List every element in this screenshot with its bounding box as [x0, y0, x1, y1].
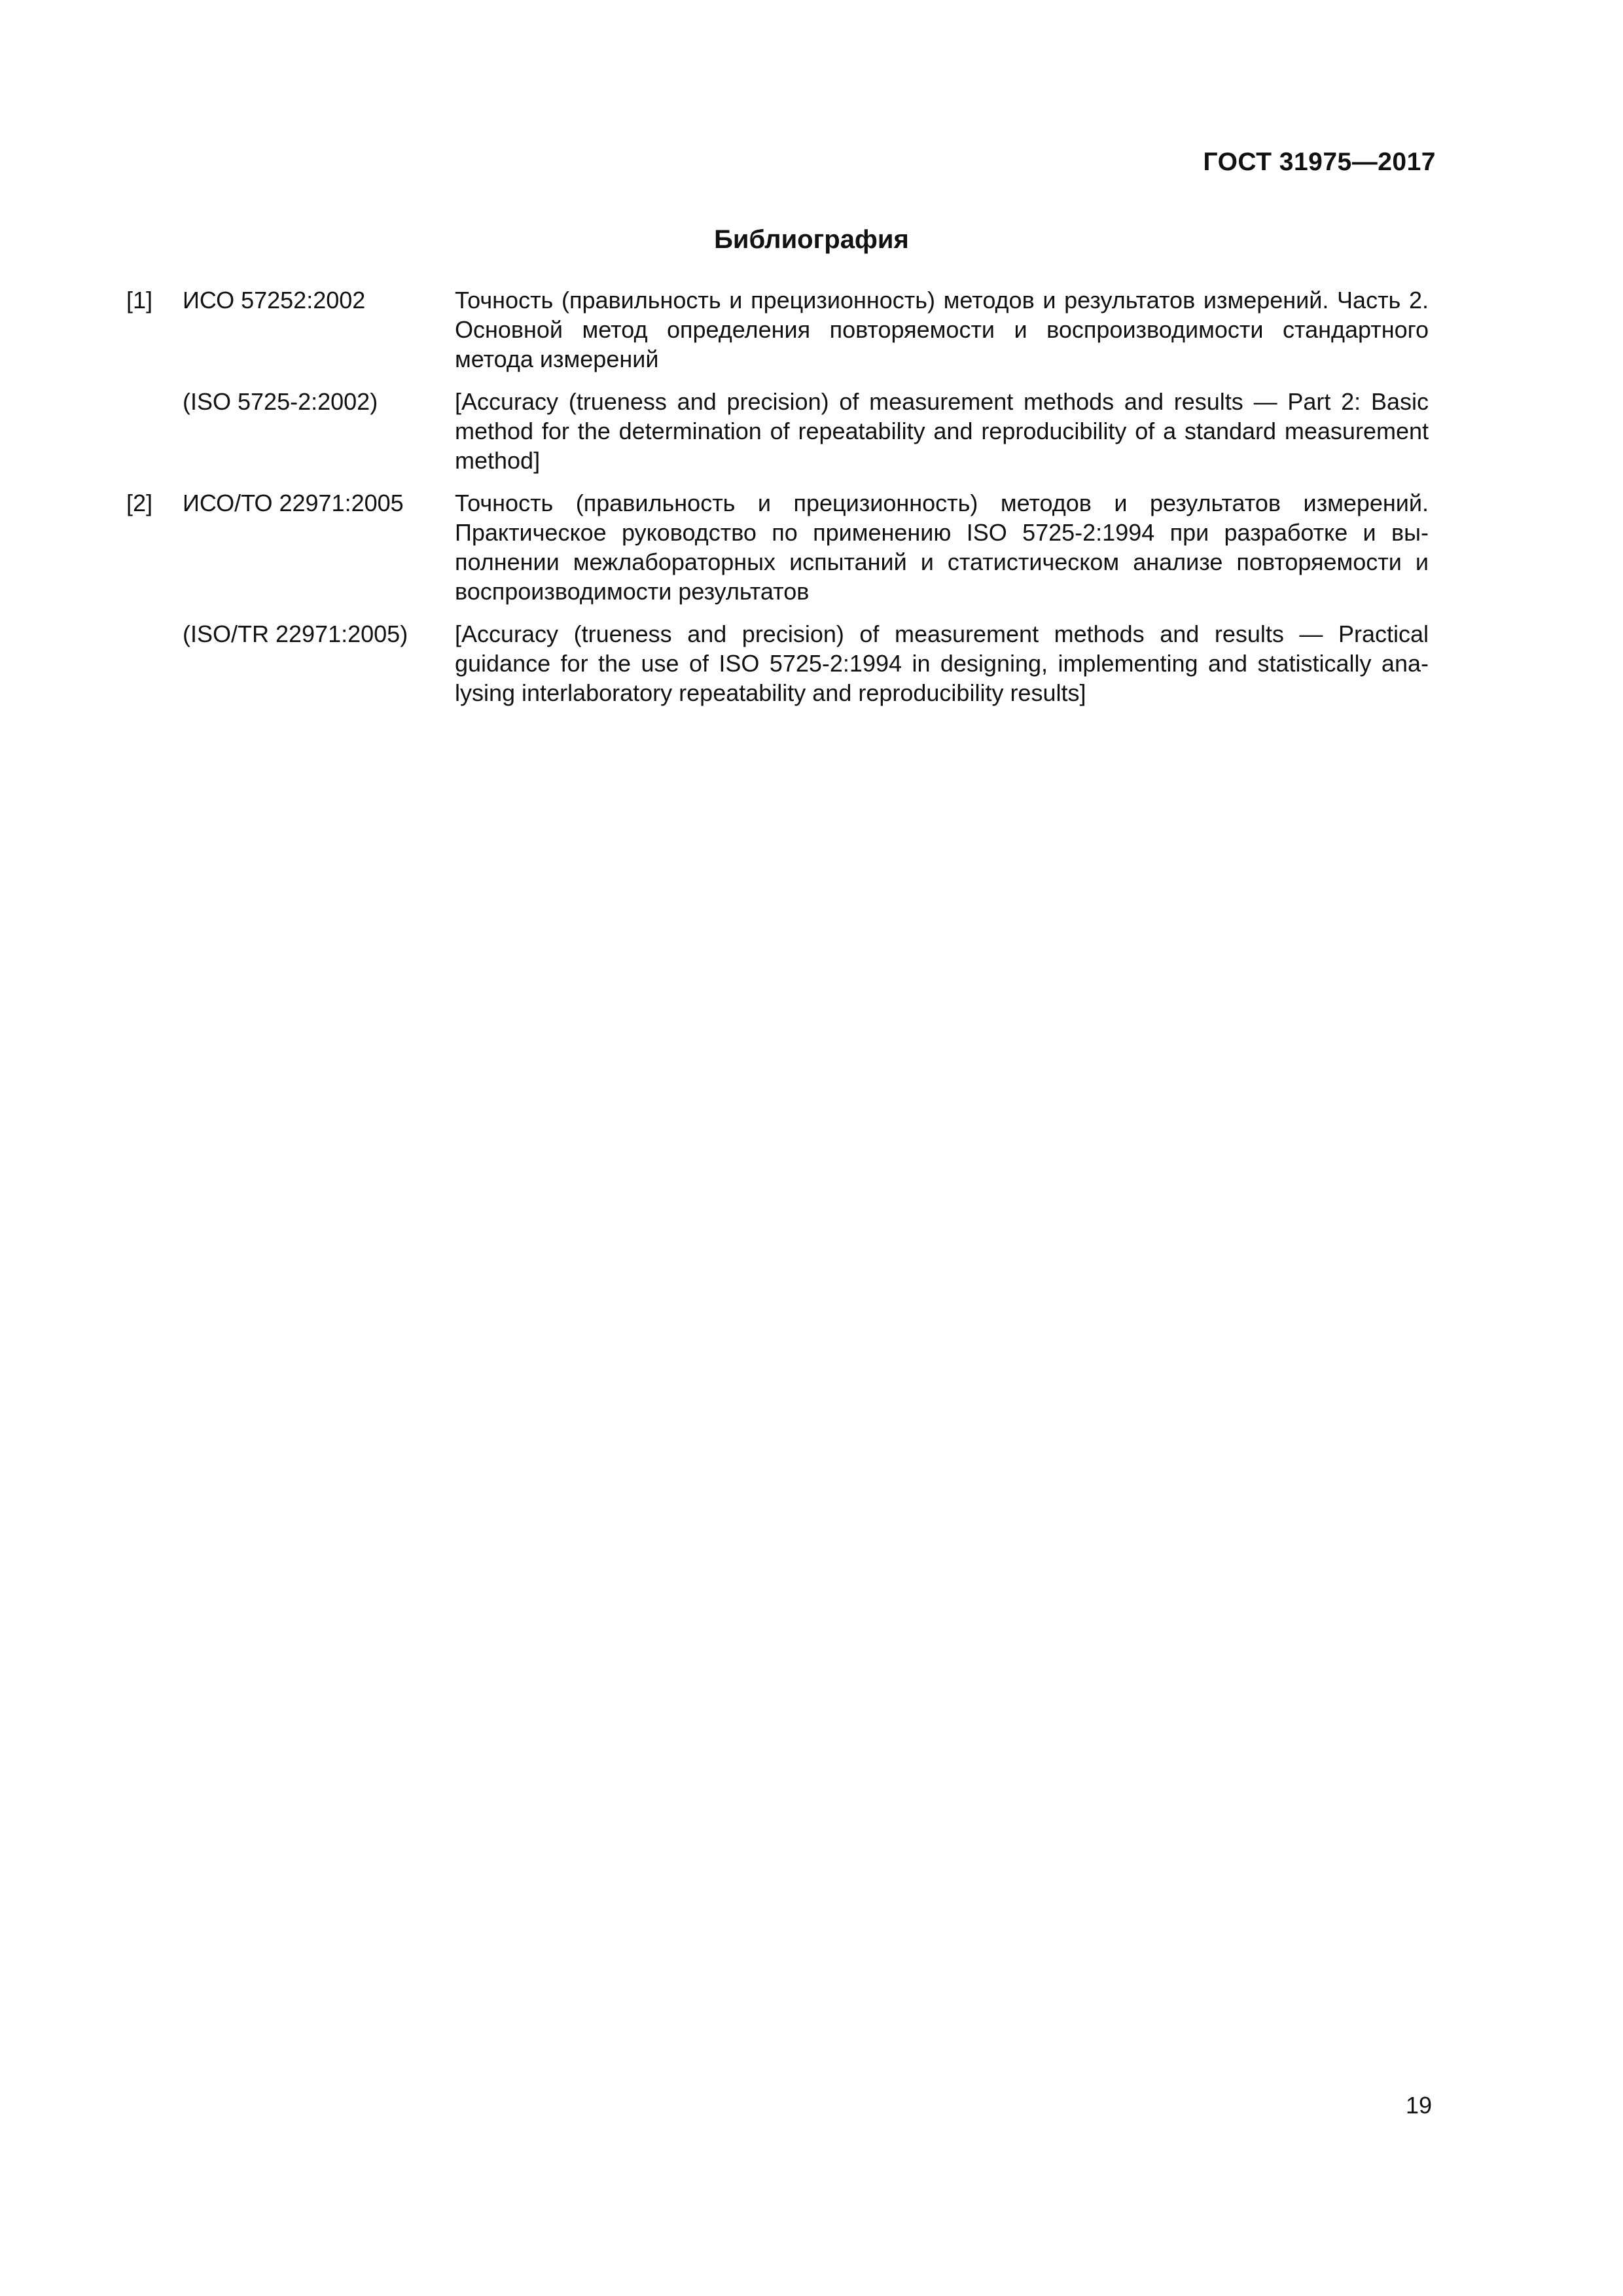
entry-original-text: [Accuracy (trueness and precision) of measurement methods and results — Practical guidance for the use of ISO 5725-2:1994 in designing, implementing and statistically analysing interlaboratory repeatability and reproducibility results] [455, 620, 1429, 706]
entry-original-code: (ISO 5725-2:2002) [183, 388, 378, 415]
entry-original-text: [Accuracy (trueness and precision) of measurement methods and results — Part 2: Basic method for the determination of repeatability and reproducibility of a standard measurement method] [455, 388, 1429, 474]
entry-original-code: (ISO/TR 22971:2005) [183, 620, 408, 647]
entry-text: Точность (правильность и прецизионность) методов и результатов измерений. Практическое руководство по применению ISO 5725-2:1994 при разработке и выполнении межлабораторных испытаний и статистическом анализе повторяемости и воспроизводимости результатов [455, 490, 1429, 605]
bibliography-row-original [126, 619, 1435, 708]
entry-code: ИСО 57252:2002 [183, 287, 366, 314]
bibliography-row-russian [126, 285, 1435, 374]
entry-number: [1] [126, 287, 153, 314]
bibliography-row-original [126, 387, 1435, 475]
page-title: Библиография [714, 225, 909, 254]
entry-code: ИСО/ТО 22971:2005 [183, 490, 404, 516]
bibliography-entry-1 [126, 285, 1435, 475]
entry-number: [2] [126, 490, 153, 516]
bibliography-entry-2 [126, 488, 1435, 708]
bibliography-row-russian [126, 488, 1435, 606]
entry-text: Точность (правильность и прецизионность) методов и результатов измерений. Часть 2. Основной метод определения повторяемости и воспроизводимости стандартного метода измерений [455, 287, 1429, 372]
page-number: 19 [1405, 2092, 1432, 2119]
standard-code-header: ГОСТ 31975—2017 [1203, 148, 1436, 176]
bibliography-list [126, 285, 1435, 721]
